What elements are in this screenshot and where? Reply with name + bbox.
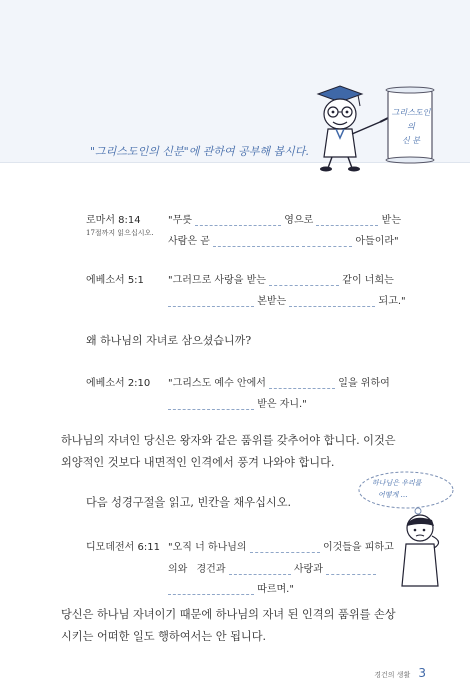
verse4-line3: 따르며." xyxy=(168,580,294,595)
fill-blank[interactable] xyxy=(168,296,254,307)
professor-mascot-icon xyxy=(300,82,390,172)
verse4-line2: 의와 경건과 사랑과 xyxy=(168,560,376,575)
verse2-line1: "그러므로 사랑을 받는 같이 너희는 xyxy=(168,275,394,286)
verse1-line2: 사람은 곧 아들이라" xyxy=(168,236,399,247)
fill-blank[interactable] xyxy=(302,236,352,247)
fill-blank[interactable] xyxy=(316,215,378,226)
verse-ref-romans: 로마서 8:14 xyxy=(86,215,141,226)
scroll-sign-line-3: 신 분 xyxy=(402,136,420,145)
scroll-sign-line-2: 의 xyxy=(407,122,415,131)
verse3-line1: "그리스도 예수 안에서 일을 위하여 xyxy=(168,378,390,389)
fill-blank[interactable] xyxy=(229,564,291,575)
boy-thinking-icon xyxy=(392,512,454,588)
fill-blank[interactable] xyxy=(213,236,299,247)
paragraph-line: 외양적인 것보다 내면적인 인격에서 풍겨 나와야 합니다. xyxy=(61,456,335,469)
fill-blank[interactable] xyxy=(168,584,254,595)
fill-blank[interactable] xyxy=(168,399,254,410)
paragraph-line: 하나님의 자녀인 당신은 왕자와 같은 품위를 갖추어야 합니다. 이것은 xyxy=(61,434,396,447)
fill-blank[interactable] xyxy=(269,378,335,389)
question-text: 왜 하나님의 자녀로 삼으셨습니까? xyxy=(86,334,252,347)
fill-blank[interactable] xyxy=(269,275,339,286)
thought-bubble-line-1: 하나님은 우리를 xyxy=(372,479,422,487)
verse-ref-timothy: 디모데전서 6:11 xyxy=(86,542,160,553)
verse3-line2: 받은 자니." xyxy=(168,395,307,410)
paragraph-line: 당신은 하나님 자녀이기 때문에 하나님의 자녀 된 인격의 품위를 손상 xyxy=(61,608,396,621)
page-number: 3 xyxy=(418,666,426,680)
verse1-line1: "무릇 영으로 받는 xyxy=(168,215,401,226)
footer-label: 경건의 생활 xyxy=(374,671,411,679)
thought-bubble-line-2: 어떻게 … xyxy=(378,491,408,499)
scroll-sign-line-1: 그리스도인 xyxy=(391,108,431,117)
verse2-line2: 본받는 되고." xyxy=(168,292,406,307)
verse-ref-ephesians-5: 에베소서 5:1 xyxy=(86,275,144,286)
fill-blank[interactable] xyxy=(289,296,375,307)
fill-blank[interactable] xyxy=(326,564,376,575)
page-footer xyxy=(374,662,426,681)
paragraph-line: 시키는 어떠한 일도 행하여서는 안 됩니다. xyxy=(61,630,267,643)
fill-blank[interactable] xyxy=(195,215,281,226)
verse4-line1: "오직 너 하나님의 이것들을 피하고 xyxy=(168,542,394,553)
verse-note: 17절까지 읽으십시오. xyxy=(86,229,154,237)
instruction-text: 다음 성경구절을 읽고, 빈칸을 채우십시오. xyxy=(86,496,292,509)
fill-blank[interactable] xyxy=(250,542,320,553)
verse-ref-ephesians-2: 에베소서 2:10 xyxy=(86,378,151,389)
page-title: "그리스도인의 신분"에 관하여 공부해 봅시다. xyxy=(90,145,309,158)
